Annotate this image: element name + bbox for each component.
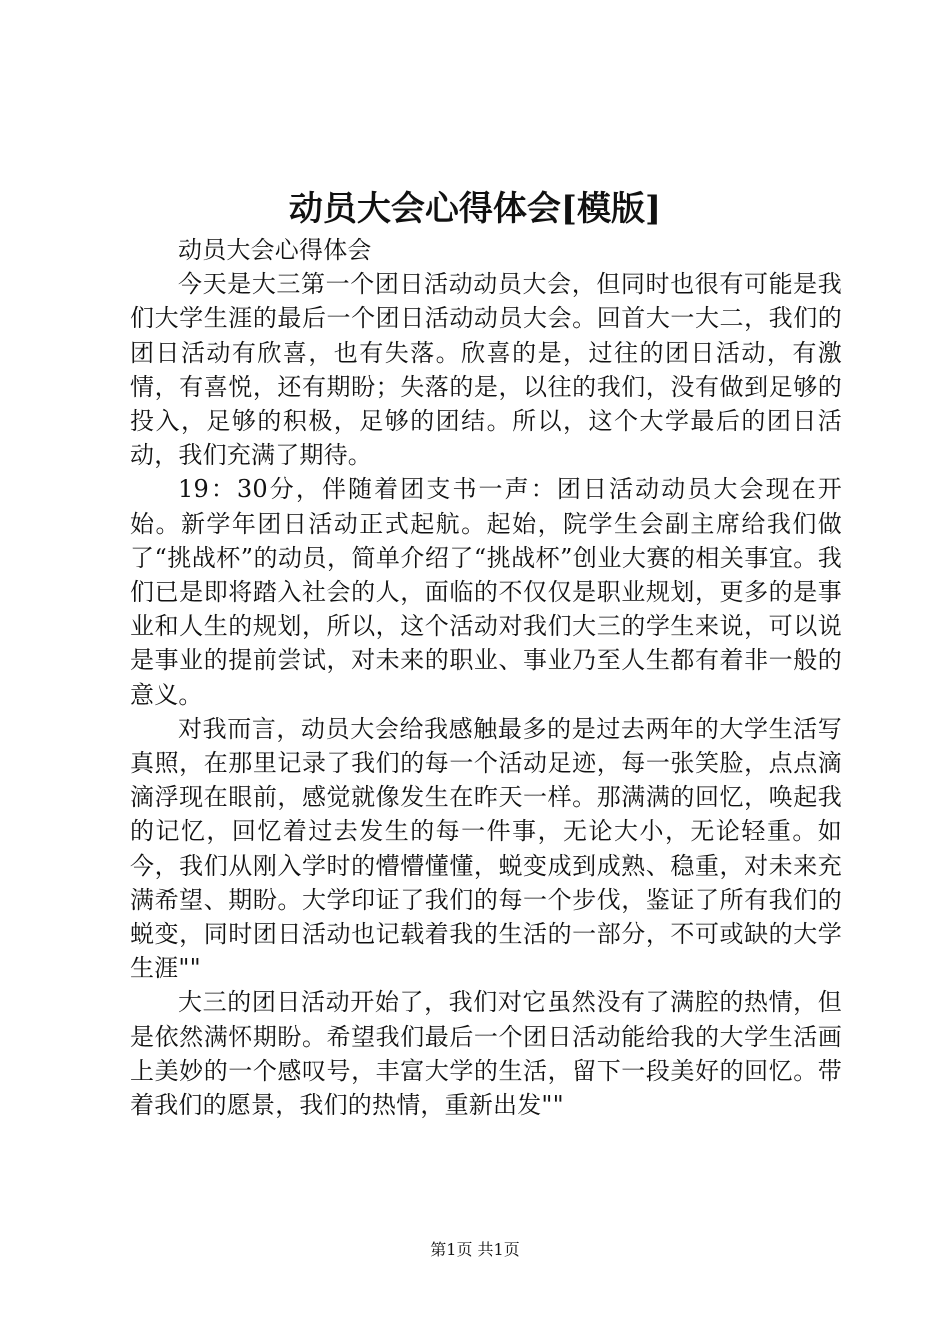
document-body xyxy=(130,233,842,1122)
paragraph: 19：30分，伴随着团支书一声：团日活动动员大会现在开始。新学年团日活动正式起航。起始，院学生会副主席给我们做了“挑战杯”的动员，简单介绍了“挑战杯”创业大赛的相关事宜。我们已是即将踏入社会的人，面临的不仅仅是职业规划，更多的是事业和人生的规划，所以，这个活动对我们大三的学生来说，可以说是事业的提前尝试，对未来的职业、事业乃至人生都有着非一般的意义。 xyxy=(130,475,842,709)
page-footer: 第1页 共1页 xyxy=(430,1240,520,1259)
paragraph: 大三的团日活动开始了，我们对它虽然没有了满腔的热情，但是依然满怀期盼。希望我们最后一个团日活动能给我的大学生活画上美妙的一个感叹号，丰富大学的生活，留下一段美好的回忆。带着我们的愿景，我们的热情，重新出发"" xyxy=(130,988,842,1120)
document-title: 动员大会心得体会[模版] xyxy=(288,189,662,229)
paragraph: 对我而言，动员大会给我感触最多的是过去两年的大学生活写真照，在那里记录了我们的每一个活动足迹，每一张笑脸，点点滴滴浮现在眼前，感觉就像发生在昨天一样。那满满的回忆，唤起我的记忆，回忆着过去发生的每一件事，无论大小，无论轻重。如今，我们从刚入学时的懵懵懂懂，蜕变成到成熟、稳重，对未来充满希望、期盼。大学印证了我们的每一个步伐，鉴证了所有我们的蜕变，同时团日活动也记载着我的生活的一部分，不可或缺的大学生涯"" xyxy=(130,714,842,983)
paragraph: 今天是大三第一个团日活动动员大会，但同时也很有可能是我们大学生涯的最后一个团日活动动员大会。回首大一大二，我们的团日活动有欣喜，也有失落。欣喜的是，过往的团日活动，有激情，有喜悦，还有期盼；失落的是，以往的我们，没有做到足够的投入，足够的积极，足够的团结。所以，这个大学最后的团日活动，我们充满了期待。 xyxy=(130,270,842,470)
paragraph-subtitle: 动员大会心得体会 xyxy=(178,236,372,264)
